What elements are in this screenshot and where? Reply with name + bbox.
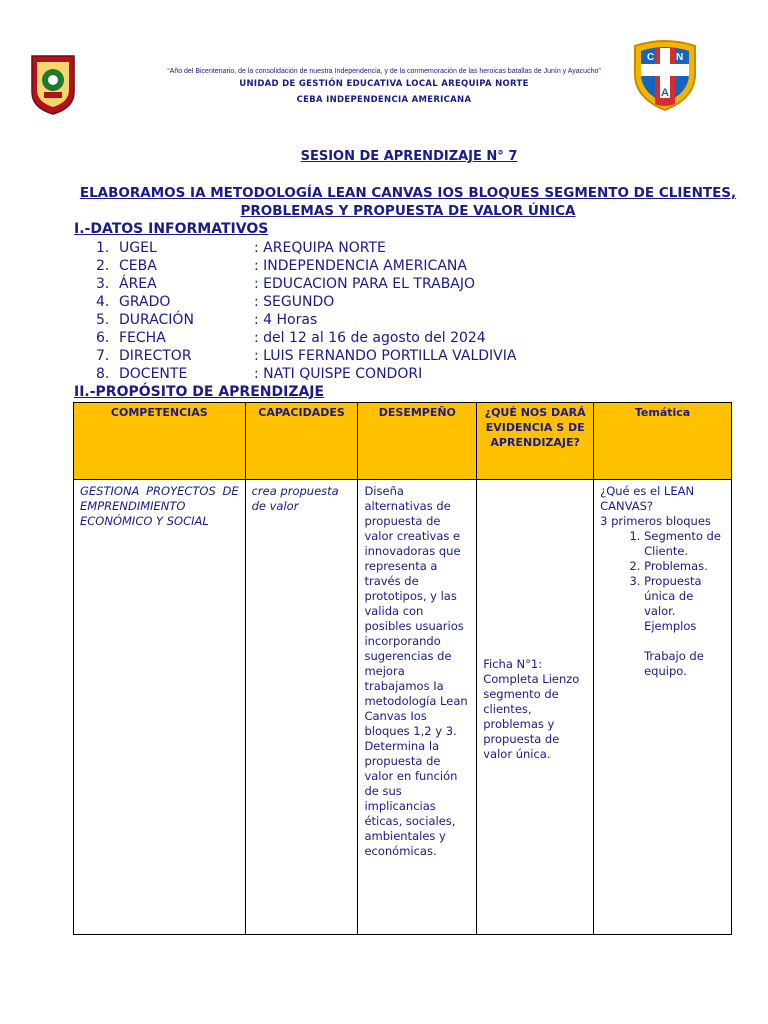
tematica-ejemplos: Ejemplos (644, 619, 697, 633)
info-label: DOCENTE (119, 366, 188, 382)
info-value: : INDEPENDENCIA AMERICANA (254, 258, 467, 274)
tematica-list (600, 529, 725, 619)
column-header-desempeno: DESEMPEÑO (358, 403, 477, 480)
main-title: ELABORAMOS IA METODOLOGÍA LEAN CANVAS IOS BLOQUES SEGMENTO DE CLIENTES, PROBLEMAS Y PROPUESTA DE VALOR ÚNICA (79, 185, 737, 219)
info-value: : del 12 al 16 de agosto del 2024 (254, 330, 486, 346)
info-label: DIRECTOR (119, 348, 192, 364)
header-ceba-line: CEBA INDEPENDENCIA AMERICANA (296, 95, 472, 105)
info-label: CEBA (119, 258, 157, 274)
table-header-row (74, 403, 732, 480)
list-item: 1. Segmento de Cliente. (644, 529, 725, 559)
info-number: 6. (96, 330, 110, 346)
tematica-intro: ¿Qué es el LEAN CANVAS? (600, 484, 695, 513)
cell-competencia: GESTIONA PROYECTOS DE EMPRENDIMIENTO ECONÓMICO Y SOCIAL (74, 480, 246, 935)
info-value: : AREQUIPA NORTE (254, 240, 386, 256)
info-value: : LUIS FERNANDO PORTILLA VALDIVIA (254, 348, 517, 364)
info-number: 1. (96, 240, 110, 256)
info-label: ÁREA (119, 276, 157, 292)
cell-desempeno: Diseña alternativas de propuesta de valor creativas e innovadoras que representa a través de prototipos, y las valida con posibles usuarios incorporando sugerencias de mejora trabajamos Ia metodología Lean Canvas Ios bloques 1,2 y 3. Determina la propuesta de valor en función de sus implicancias éticas, sociales, ambientales y económicas. (358, 480, 477, 935)
info-number: 7. (96, 348, 110, 364)
info-label: UGEL (119, 240, 157, 256)
info-number: 3. (96, 276, 110, 292)
info-value: : EDUCACION PARA EL TRABAJO (254, 276, 476, 292)
section-datos-informativos-heading: I.-DATOS INFORMATIVOS (74, 221, 269, 237)
info-label: FECHA (119, 330, 166, 346)
proposito-table (73, 402, 732, 935)
column-header-competencias: COMPETENCIAS (74, 403, 246, 480)
info-value: : 4 Horas (254, 312, 318, 328)
header-ugel-line: UNIDAD DE GESTIÓN EDUCATIVA LOCAL AREQUIPA NORTE (239, 79, 529, 89)
info-label: GRADO (119, 294, 171, 310)
cell-tematica (594, 480, 732, 935)
list-item: 3. Propuesta única de valor. (644, 574, 725, 619)
tematica-trabajo: Trabajo de equipo. (644, 649, 704, 678)
info-number: 2. (96, 258, 110, 274)
logo-letter-a: A (661, 87, 669, 99)
table-row (74, 480, 732, 935)
tematica-sub: 3 primeros bloques (600, 514, 711, 528)
logo-letter-n: N (676, 52, 684, 63)
logo-letter-c: C (647, 52, 655, 63)
list-item: 2. Problemas. (644, 559, 725, 574)
info-number: 8. (96, 366, 110, 382)
header-motto: “Año del Bicentenario, de la consolidación de nuestra Independencia, y de la conmemoración de las heroicas batallas de Junín y Ayacucho” (167, 68, 601, 75)
info-value: : NATI QUISPE CONDORI (254, 366, 423, 382)
info-label: DURACIÓN (119, 312, 194, 328)
cell-evidencia: Ficha N°1: Completa Lienzo segmento de clientes, problemas y propuesta de valor única. (477, 480, 594, 935)
section-proposito-heading: II.-PROPÓSITO DE APRENDIZAJE (74, 384, 325, 400)
info-number: 5. (96, 312, 110, 328)
info-value: : SEGUNDO (254, 294, 335, 310)
session-title: SESION DE APRENDIZAJE N° 7 (300, 149, 518, 164)
info-number: 4. (96, 294, 110, 310)
column-header-capacidades: CAPACIDADES (245, 403, 358, 480)
cell-capacidad: crea propuesta de valor (245, 480, 358, 935)
column-header-tematica: Temática (594, 403, 732, 480)
column-header-evidencias: ¿QUÉ NOS DARÁ EVIDENCIA S DE APRENDIZAJE? (477, 403, 594, 480)
